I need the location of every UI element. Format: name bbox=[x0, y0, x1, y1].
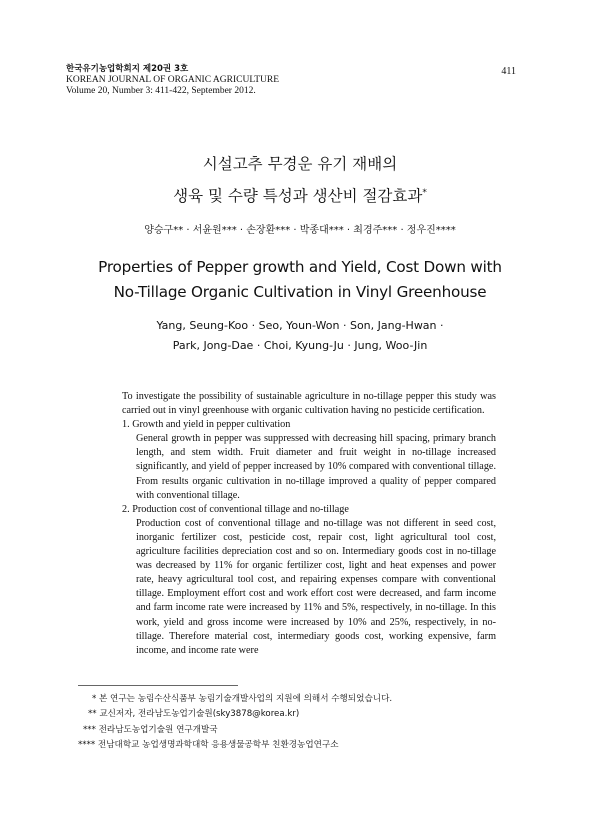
page-number: 411 bbox=[501, 66, 516, 77]
footnote-affiliation-2: **** 전남대학교 농업생명과학대학 응용생물공학부 친환경농업연구소 bbox=[78, 739, 339, 750]
authors-english-line1: Yang, Seung-Koo · Seo, Youn-Won · Son, Jang-Hwan · bbox=[156, 319, 444, 332]
title-english bbox=[0, 255, 600, 305]
abstract-item-heading: 2. Production cost of conventional tillage and no-tillage bbox=[122, 503, 349, 515]
title-korean-line2 bbox=[0, 179, 600, 211]
title-english-line1: Properties of Pepper growth and Yield, Cost Down with bbox=[98, 258, 502, 276]
journal-name-korean: 한국유기농업학회지 제20권 3호 bbox=[66, 64, 189, 74]
authors-english bbox=[0, 316, 600, 356]
title-footnote-mark: * bbox=[422, 188, 427, 198]
footnote-divider bbox=[78, 685, 238, 686]
abstract-item-growth bbox=[122, 418, 496, 503]
abstract bbox=[122, 390, 496, 658]
abstract-item-heading: 1. Growth and yield in pepper cultivation bbox=[122, 419, 291, 431]
authors-english-line2: Park, Jong-Dae · Choi, Kyung-Ju · Jung, Woo-Jin bbox=[172, 339, 428, 352]
abstract-item-body: Production cost of conventional tillage and no-tillage was not different in seed cost, inorganic fertilizer cost, pesticide cost, repair cost, light agricultural tool cost, agriculture facilities depreciation cost and so on. Intermediary goods cost in no-tillage was decreased by 11% for organic fertilizer cost, light and heat expenses and power rate, heavy agricultural tool cost, and repairing expenses compare with conventional tillage. Employment effort cost and work effort cost were decreased, and farm income and farm income rate were increased by 11% and 5%, respectively, in no-tillage. In this work, yield and gross income were increased by 10% and 25%, respectively, in no-tillage. Therefore material cost, intermediary goods cost, working expensive, farm income, and income rate were bbox=[136, 517, 496, 656]
journal-header bbox=[66, 64, 279, 97]
abstract-intro: To investigate the possibility of sustainable agriculture in no-tillage pepper this study was carried out in vinyl greenhouse with organic cultivation having no pesticide certification. bbox=[122, 391, 496, 417]
abstract-item-cost bbox=[122, 503, 496, 658]
authors-korean: 양승구** · 서윤원*** · 손장환*** · 박종대*** · 최경주*** · 정우진**** bbox=[144, 225, 456, 236]
abstract-item-body: General growth in pepper was suppressed with decreasing hill spacing, primary branch length, and stem width. Fruit diameter and fruit weight in no-tillage increased significantly, and yield of pepper increased by 10% compared with conventional tillage. From results organic cultivation in no-tillage improved a quality of pepper compared with conventional tillage. bbox=[136, 433, 496, 501]
title-korean-line1: 시설고추 무경운 유기 재배의 bbox=[202, 155, 398, 173]
journal-name-english: KOREAN JOURNAL OF ORGANIC AGRICULTURE bbox=[66, 75, 280, 85]
footnotes bbox=[78, 692, 392, 753]
footnote-affiliation-1: *** 전라남도농업기술원 연구개발국 bbox=[83, 724, 218, 735]
title-korean bbox=[0, 150, 600, 211]
volume-info: Volume 20, Number 3: 411-422, September 2012. bbox=[66, 86, 256, 96]
title-korean-line2-text: 생육 및 수량 특성과 생산비 절감효과 bbox=[173, 187, 423, 206]
title-english-line2: No-Tillage Organic Cultivation in Vinyl Greenhouse bbox=[113, 283, 487, 301]
footnote-funding: * 본 연구는 농림수산식품부 농림기술개발사업의 지원에 의해서 수행되었습니다. bbox=[92, 694, 393, 704]
footnote-corresponding-author: ** 교신저자, 전라남도농업기술원(sky3878@korea.kr) bbox=[88, 709, 300, 720]
